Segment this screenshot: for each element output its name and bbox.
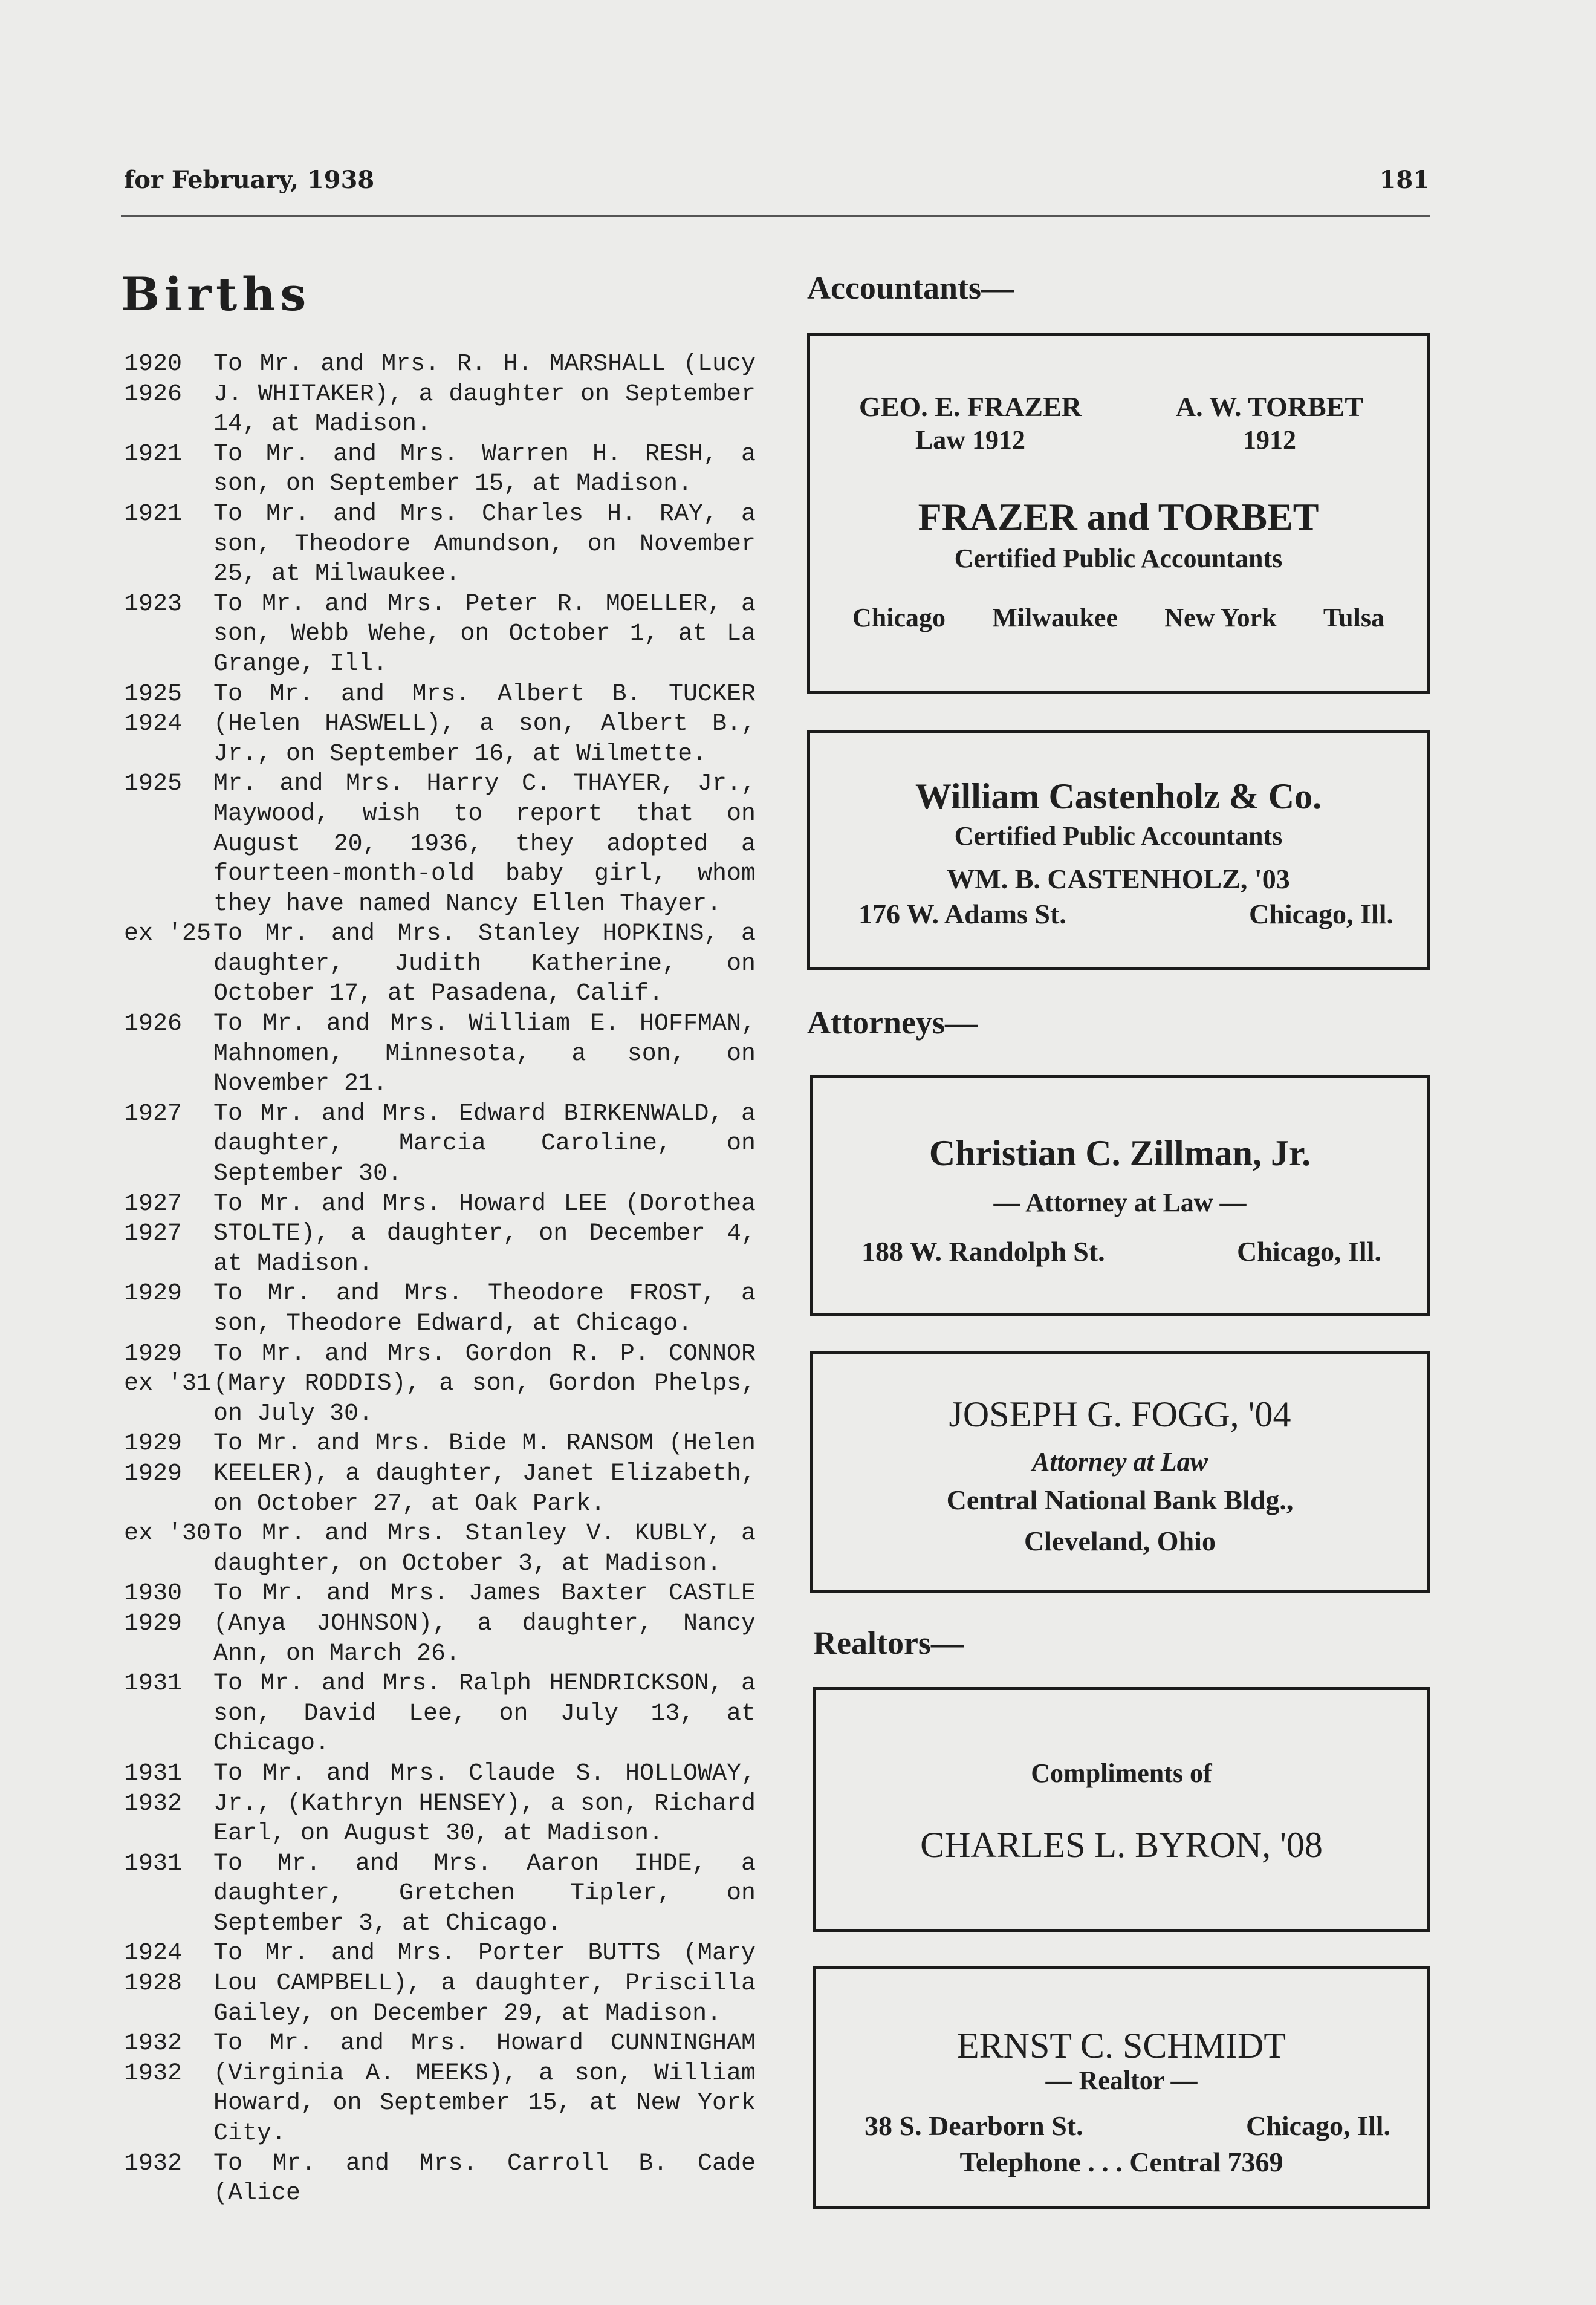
- class-year: 1924: [124, 710, 183, 738]
- frazer-torbet-ad: [807, 333, 1430, 694]
- birth-years: [124, 499, 213, 590]
- birth-text: To Mr. and Mrs. R. H. MARSHALL (Lucy J. WHITAKER), a daughter on September 14, at Madison.: [213, 351, 756, 438]
- birth-years: [124, 1279, 213, 1339]
- frazer-name: GEO. E. FRAZER: [858, 391, 1082, 422]
- class-year: 1932: [124, 2150, 183, 2177]
- birth-entry: [124, 440, 756, 499]
- class-year: 1921: [124, 500, 183, 528]
- byron-ad: [813, 1687, 1430, 1932]
- schmidt-ad: [813, 1966, 1430, 2209]
- castenholz-person: WM. B. CASTENHOLZ, '03: [947, 863, 1290, 894]
- birth-years: [124, 1759, 213, 1849]
- birth-entry: [124, 2149, 756, 2209]
- castenholz-ad: [807, 730, 1430, 970]
- realtors-heading: Realtors—: [813, 1625, 964, 1661]
- birth-years: [124, 1939, 213, 2029]
- birth-years: [124, 590, 213, 680]
- birth-text: To Mr. and Mrs. Porter BUTTS (Mary Lou CAMPBELL), a daughter, Priscilla Gailey, on December 29, at Madison.: [213, 1940, 756, 2027]
- birth-entry: [124, 1099, 756, 1189]
- attorneys-heading: Attorneys—: [807, 1004, 978, 1041]
- class-year: ex '30: [124, 1520, 212, 1548]
- birth-text: To Mr. and Mrs. Bide M. RANSOM (Helen KEELER), a daughter, Janet Elizabeth, on October 27, at Oak Park.: [213, 1430, 756, 1518]
- birth-entry: [124, 349, 756, 440]
- fogg-title: Attorney at Law: [1032, 1447, 1208, 1477]
- class-year: 1932: [124, 2060, 183, 2087]
- class-year: 1927: [124, 1220, 183, 1248]
- class-year: 1925: [124, 770, 183, 798]
- class-year: 1932: [124, 2030, 183, 2058]
- birth-entry: [124, 1669, 756, 1759]
- class-year: 1923: [124, 590, 183, 618]
- birth-text: Mr. and Mrs. Harry C. THAYER, Jr., Maywood, wish to report that on August 20, 1936, they adopted a fourteen-month-old baby girl, whom they have named Nancy Ellen Thayer.: [213, 770, 756, 918]
- birth-entry: [124, 1339, 756, 1429]
- birth-entry: [124, 1009, 756, 1099]
- schmidt-address: 38 S. Dearborn St.: [864, 2110, 1083, 2141]
- city-tulsa: Tulsa: [1323, 603, 1384, 632]
- class-year: 1926: [124, 380, 183, 408]
- class-year: 1928: [124, 1970, 183, 1998]
- birth-years: [124, 1519, 213, 1579]
- birth-text: To Mr. and Mrs. Albert B. TUCKER (Helen HASWELL), a son, Albert B., Jr., on September 16, at Wilmette.: [213, 680, 756, 768]
- byron-name: CHARLES L. BYRON, '08: [920, 1825, 1323, 1865]
- births-title: Births: [121, 267, 311, 321]
- class-year: 1927: [124, 1100, 183, 1128]
- class-year: 1930: [124, 1580, 183, 1608]
- birth-text: To Mr. and Mrs. Ralph HENDRICKSON, a son, David Lee, on July 13, at Chicago.: [213, 1670, 756, 1758]
- birth-text: To Mr. and Mrs. Claude S. HOLLOWAY, Jr., (Kathryn HENSEY), a son, Richard Earl, on August 30, at Madison.: [213, 1760, 756, 1848]
- birth-years: [124, 1339, 213, 1429]
- fogg-building: Central National Bank Bldg.,: [946, 1484, 1294, 1515]
- birth-text: To Mr. and Mrs. Howard LEE (Dorothea STOLTE), a daughter, on December 4, at Madison.: [213, 1190, 756, 1278]
- castenholz-city: Chicago, Ill.: [1249, 899, 1393, 929]
- castenholz-tagline: Certified Public Accountants: [954, 821, 1283, 851]
- city-milwaukee: Milwaukee: [992, 603, 1118, 632]
- birth-years: [124, 1669, 213, 1759]
- birth-years: [124, 919, 213, 1009]
- class-year: 1931: [124, 1760, 183, 1787]
- class-year: 1926: [124, 1010, 183, 1038]
- class-year: 1925: [124, 680, 183, 708]
- fogg-city: Cleveland, Ohio: [1024, 1526, 1216, 1556]
- birth-entry: [124, 769, 756, 919]
- birth-entry: [124, 919, 756, 1009]
- class-year: 1929: [124, 1610, 183, 1637]
- class-year: 1931: [124, 1850, 183, 1877]
- births-list: [124, 349, 756, 2209]
- schmidt-name: ERNST C. SCHMIDT: [957, 2026, 1286, 2066]
- fogg-ad: [810, 1351, 1430, 1593]
- birth-entry: [124, 1189, 756, 1279]
- birth-text: To Mr. and Mrs. James Baxter CASTLE (Anya JOHNSON), a daughter, Nancy Ann, on March 26.: [213, 1580, 756, 1668]
- frazer-class: Law 1912: [915, 425, 1026, 455]
- city-new-york: New York: [1164, 603, 1277, 632]
- zillman-city: Chicago, Ill.: [1237, 1236, 1381, 1267]
- birth-text: To Mr. and Mrs. Peter R. MOELLER, a son, Webb Wehe, on October 1, at La Grange, Ill.: [213, 590, 756, 678]
- issue-date: for February, 1938: [124, 166, 375, 194]
- birth-text: To Mr. and Mrs. Theodore FROST, a son, Theodore Edward, at Chicago.: [213, 1280, 756, 1338]
- birth-years: [124, 349, 213, 440]
- birth-text: To Mr. and Mrs. Stanley HOPKINS, a daughter, Judith Katherine, on October 17, at Pasadena, Calif.: [213, 920, 756, 1008]
- birth-years: [124, 1009, 213, 1099]
- birth-years: [124, 1579, 213, 1669]
- zillman-name: Christian C. Zillman, Jr.: [929, 1133, 1311, 1173]
- birth-years: [124, 1099, 213, 1189]
- running-head: [124, 166, 1430, 194]
- class-year: 1931: [124, 1670, 183, 1698]
- birth-entry: [124, 1939, 756, 2029]
- birth-entry: [124, 1279, 756, 1339]
- birth-entry: [124, 1579, 756, 1669]
- birth-entry: [124, 1759, 756, 1849]
- birth-text: To Mr. and Mrs. Howard CUNNINGHAM (Virginia A. MEEKS), a son, William Howard, on September 15, at New York City.: [213, 2030, 756, 2148]
- frazer-torbet-firm: FRAZER and TORBET: [918, 495, 1319, 538]
- class-year: 1932: [124, 1790, 183, 1818]
- birth-years: [124, 680, 213, 770]
- schmidt-city: Chicago, Ill.: [1246, 2110, 1390, 2141]
- fogg-name: JOSEPH G. FOGG, '04: [949, 1394, 1291, 1434]
- birth-years: [124, 1189, 213, 1279]
- birth-entry: [124, 1849, 756, 1939]
- birth-text: To Mr. and Mrs. Aaron IHDE, a daughter, Gretchen Tipler, on September 3, at Chicago.: [213, 1850, 756, 1937]
- class-year: 1927: [124, 1190, 183, 1218]
- birth-entry: [124, 499, 756, 590]
- class-year: 1920: [124, 351, 183, 378]
- birth-years: [124, 2029, 213, 2148]
- class-year: 1929: [124, 1340, 183, 1368]
- birth-entry: [124, 1519, 756, 1579]
- class-year: ex '31: [124, 1370, 212, 1398]
- birth-years: [124, 1849, 213, 1939]
- birth-text: To Mr. and Mrs. Edward BIRKENWALD, a daughter, Marcia Caroline, on September 30.: [213, 1100, 756, 1188]
- schmidt-phone: Telephone . . . Central 7369: [959, 2147, 1283, 2177]
- header-rule: [121, 215, 1430, 217]
- birth-text: To Mr. and Mrs. Carroll B. Cade (Alice: [213, 2150, 756, 2208]
- birth-text: To Mr. and Mrs. Gordon R. P. CONNOR (Mary RODDIS), a son, Gordon Phelps, on July 30.: [213, 1340, 756, 1428]
- birth-text: To Mr. and Mrs. William E. HOFFMAN, Mahnomen, Minnesota, a son, on November 21.: [213, 1010, 756, 1098]
- birth-entry: [124, 590, 756, 680]
- class-year: 1929: [124, 1430, 183, 1458]
- zillman-address: 188 W. Randolph St.: [861, 1236, 1105, 1267]
- birth-years: [124, 769, 213, 919]
- castenholz-address: 176 W. Adams St.: [858, 899, 1066, 929]
- birth-text: To Mr. and Mrs. Warren H. RESH, a son, on September 15, at Madison.: [213, 440, 756, 498]
- accountants-heading: Accountants—: [807, 270, 1014, 306]
- birth-entry: [124, 680, 756, 770]
- birth-entry: [124, 1429, 756, 1519]
- zillman-ad: [810, 1075, 1430, 1316]
- page-number: 181: [1379, 166, 1430, 194]
- birth-text: To Mr. and Mrs. Stanley V. KUBLY, a daughter, on October 3, at Madison.: [213, 1520, 756, 1578]
- torbet-class: 1912: [1243, 425, 1296, 455]
- zillman-title: — Attorney at Law —: [993, 1188, 1247, 1217]
- city-chicago: Chicago: [852, 603, 946, 632]
- schmidt-title: — Realtor —: [1045, 2066, 1198, 2095]
- birth-years: [124, 2149, 213, 2209]
- birth-text: To Mr. and Mrs. Charles H. RAY, a son, Theodore Amundson, on November 25, at Milwaukee.: [213, 500, 756, 588]
- birth-years: [124, 440, 213, 499]
- birth-years: [124, 1429, 213, 1519]
- class-year: 1921: [124, 440, 183, 468]
- frazer-torbet-tagline: Certified Public Accountants: [954, 544, 1283, 573]
- frazer-torbet-cities: [852, 602, 1384, 633]
- class-year: ex '25: [124, 920, 212, 948]
- castenholz-firm: William Castenholz & Co.: [915, 776, 1322, 816]
- class-year: 1924: [124, 1940, 183, 1968]
- byron-compliments: Compliments of: [1031, 1758, 1212, 1788]
- class-year: 1929: [124, 1460, 183, 1487]
- class-year: 1929: [124, 1280, 183, 1308]
- birth-entry: [124, 2029, 756, 2148]
- torbet-name: A. W. TORBET: [1175, 391, 1364, 422]
